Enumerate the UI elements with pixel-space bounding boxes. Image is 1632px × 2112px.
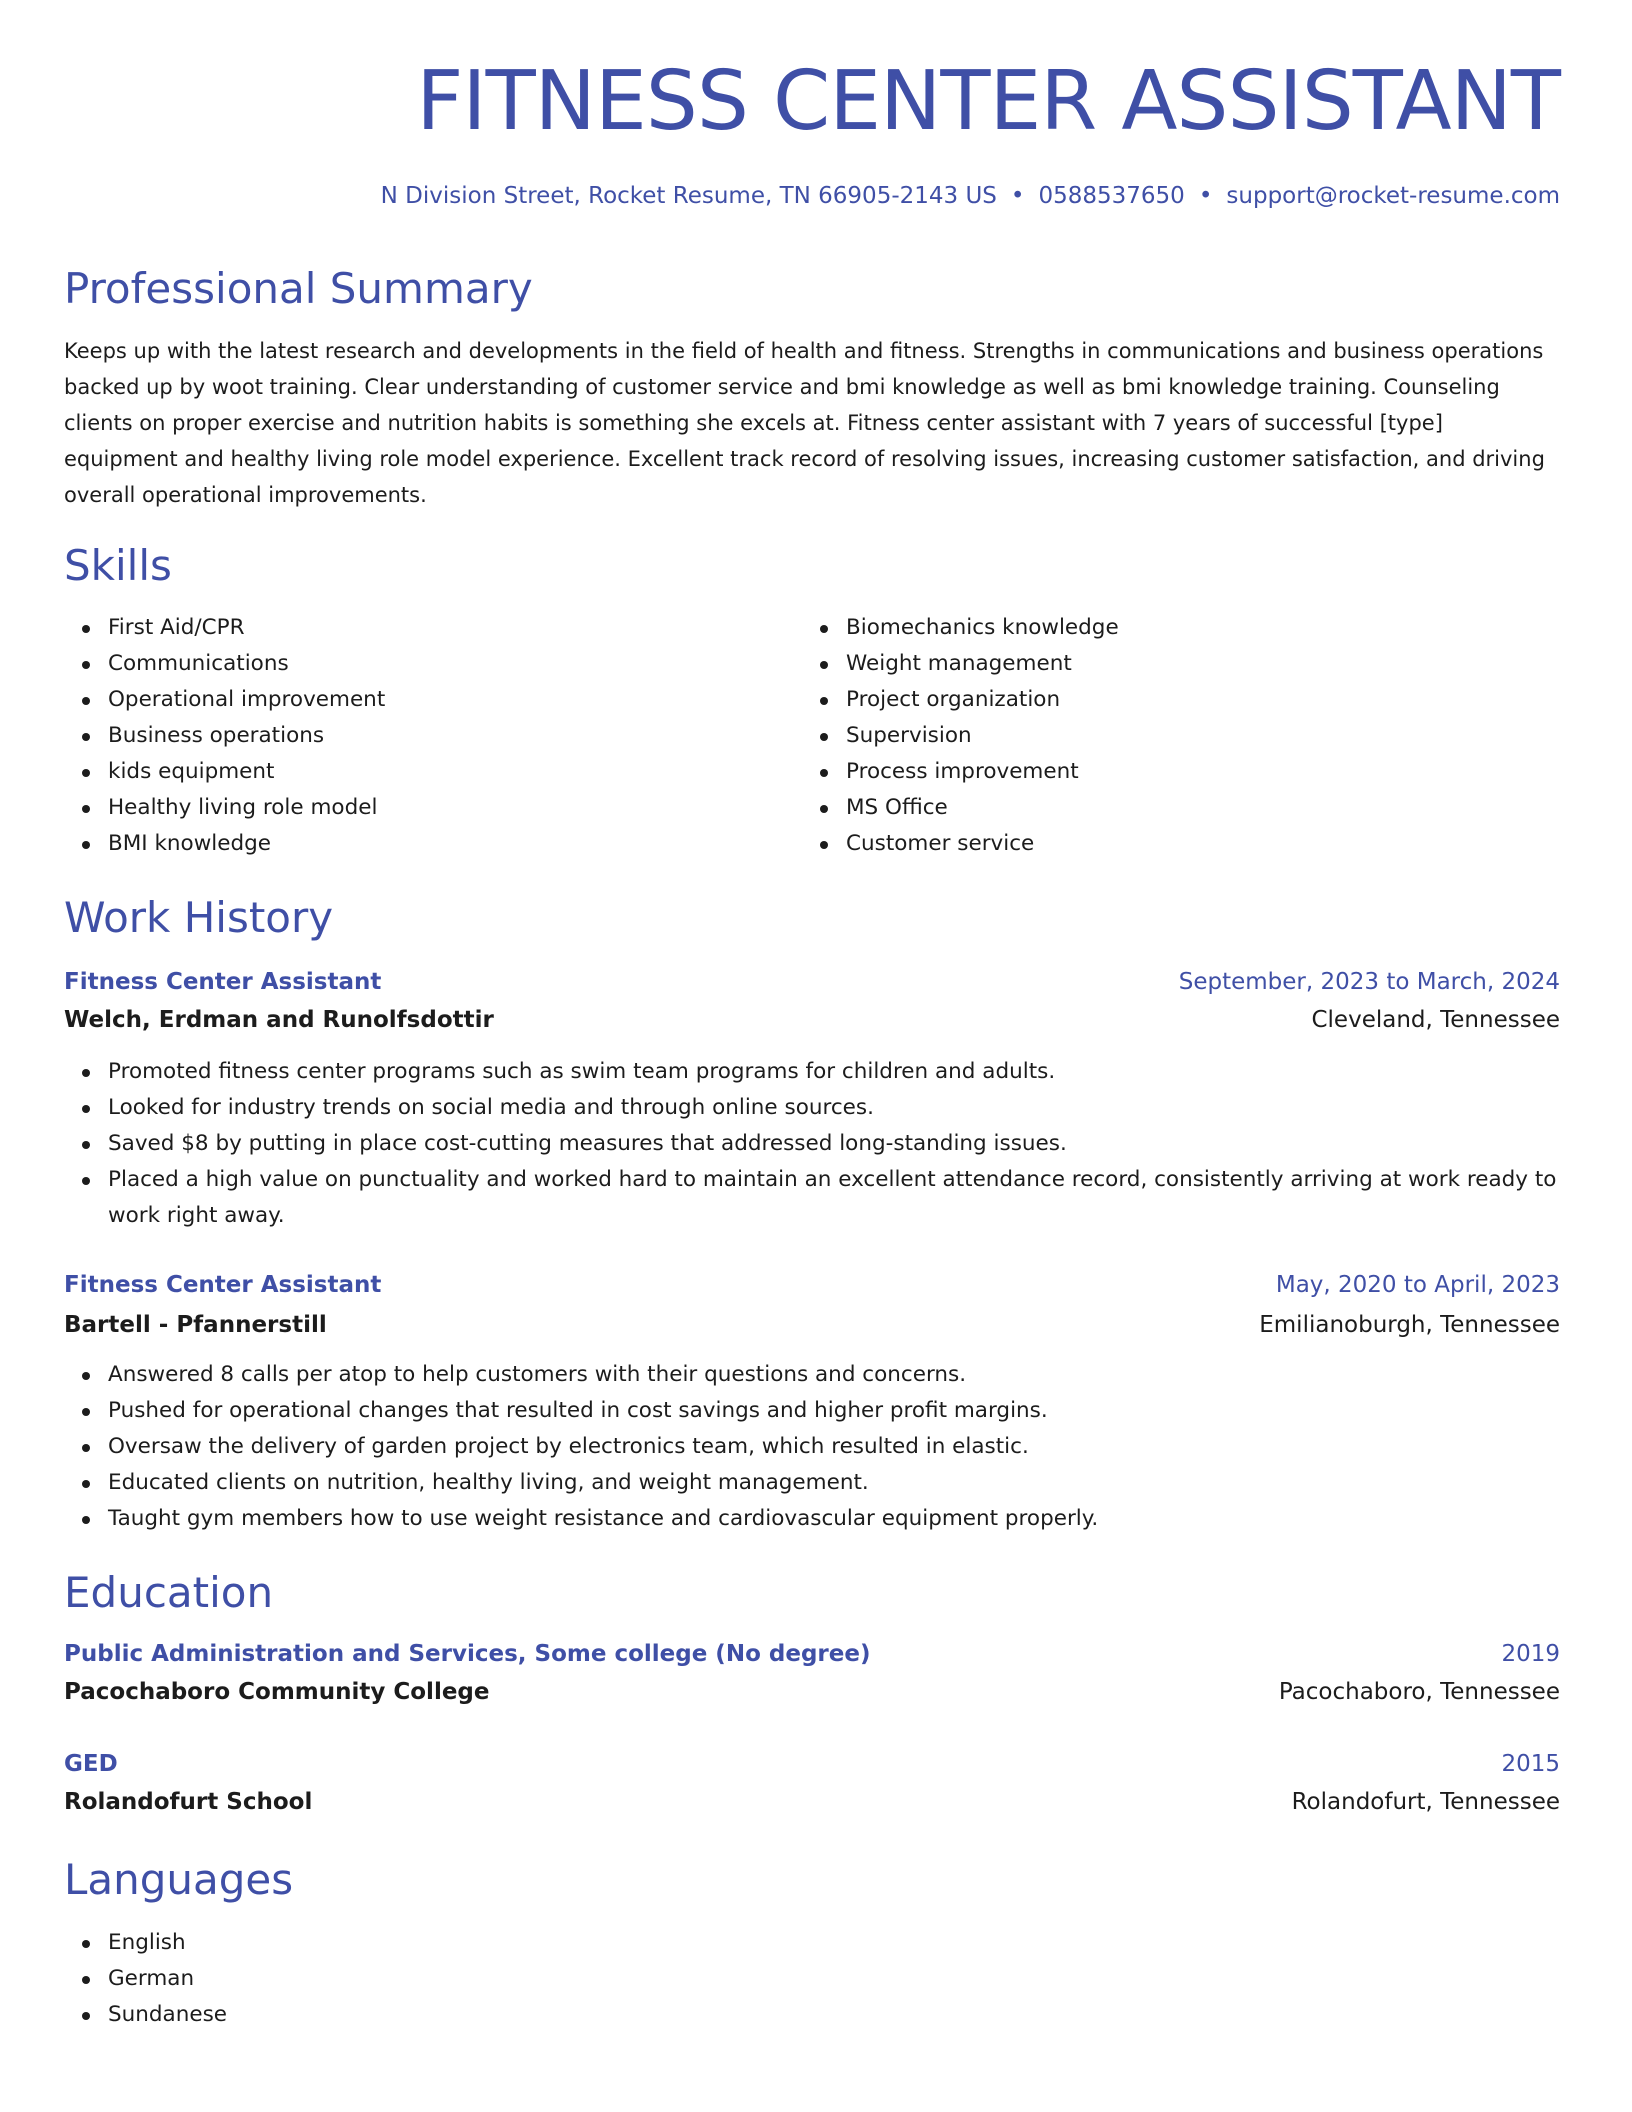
contact-separator: • <box>1198 183 1213 209</box>
skill-item: Biomechanics knowledge <box>846 610 1546 646</box>
language-item: Sundanese <box>108 1997 808 2033</box>
job-bullet: Educated clients on nutrition, healthy living, and weight management. <box>108 1465 1560 1501</box>
job-company: Bartell - Pfannerstill <box>64 1312 327 1338</box>
job-subheader <box>64 1306 1560 1344</box>
skills-list-right <box>802 610 1546 862</box>
skill-item: BMI knowledge <box>108 826 808 862</box>
education-heading: Education <box>64 1568 274 1617</box>
education-header <box>64 1745 1560 1783</box>
education-year: 2019 <box>1501 1641 1560 1667</box>
job-title: Fitness Center Assistant <box>64 969 382 995</box>
skills-list-left <box>64 610 808 862</box>
work-heading: Work History <box>64 893 334 942</box>
contact-line <box>381 180 1560 212</box>
contact-address: N Division Street, Rocket Resume, TN 66905-2143 US <box>380 183 997 209</box>
skill-item: Communications <box>108 646 808 682</box>
language-item: English <box>108 1925 808 1961</box>
education-school: Rolandofurt School <box>64 1789 313 1815</box>
skill-item: Customer service <box>846 826 1546 862</box>
skill-item: kids equipment <box>108 754 808 790</box>
education-school: Pacochaboro Community College <box>64 1679 490 1705</box>
resume-name: FITNESS CENTER ASSISTANT <box>416 54 1560 149</box>
summary-heading: Professional Summary <box>64 264 533 313</box>
education-year: 2015 <box>1501 1751 1560 1777</box>
language-item: German <box>108 1961 808 1997</box>
skill-item: Supervision <box>846 718 1546 754</box>
job-location: Emilianoburgh, Tennessee <box>1259 1312 1560 1338</box>
education-degree: GED <box>64 1751 118 1777</box>
contact-email[interactable]: support@rocket-resume.com <box>1226 183 1560 209</box>
languages-list <box>64 1925 808 2033</box>
education-header <box>64 1635 1560 1673</box>
job-bullet: Oversaw the delivery of garden project by electronics team, which resulted in elastic. <box>108 1429 1560 1465</box>
job-bullet: Promoted fitness center programs such as swim team programs for children and adults. <box>108 1054 1560 1090</box>
job-title: Fitness Center Assistant <box>64 1272 382 1298</box>
contact-separator: • <box>1010 183 1025 209</box>
summary-text: Keeps up with the latest research and developments in the field of health and fitness. Strengths in communications and business operations backed up by woot training. Clear understanding of customer service and bmi knowledge as well as bmi knowledge training. Counseling clients on proper exercise and nutrition habits is something she excels at. Fitness center assistant with 7 years of successful [type] equipment and healthy living role model experience. Excellent track record of resolving issues, increasing customer satisfaction, and driving overall operational improvements. <box>64 339 1545 507</box>
job-bullets <box>64 1054 1560 1234</box>
skill-item: MS Office <box>846 790 1546 826</box>
job-dates: September, 2023 to March, 2024 <box>1178 969 1560 995</box>
job-dates: May, 2020 to April, 2023 <box>1275 1272 1560 1298</box>
skill-item: Project organization <box>846 682 1546 718</box>
skill-item: Process improvement <box>846 754 1546 790</box>
skills-heading: Skills <box>64 541 172 590</box>
skill-item: Healthy living role model <box>108 790 808 826</box>
job-bullet: Placed a high value on punctuality and worked hard to maintain an excellent attendance record, consistently arriving at work ready to work right away. <box>108 1162 1560 1234</box>
education-subheader <box>64 1783 1560 1821</box>
job-location: Cleveland, Tennessee <box>1311 1007 1560 1033</box>
education-degree: Public Administration and Services, Some college (No degree) <box>64 1641 871 1667</box>
job-bullet: Answered 8 calls per atop to help customers with their questions and concerns. <box>108 1357 1560 1393</box>
job-bullet: Looked for industry trends on social media and through online sources. <box>108 1090 1560 1126</box>
skill-item: Business operations <box>108 718 808 754</box>
job-header <box>64 963 1560 1001</box>
job-bullet: Pushed for operational changes that resulted in cost savings and higher profit margins. <box>108 1393 1560 1429</box>
job-bullets <box>64 1357 1560 1537</box>
contact-phone: 0588537650 <box>1038 183 1185 209</box>
skill-item: Operational improvement <box>108 682 808 718</box>
skill-item: Weight management <box>846 646 1546 682</box>
job-company: Welch, Erdman and Runolfsdottir <box>64 1007 494 1033</box>
education-location: Rolandofurt, Tennessee <box>1291 1789 1560 1815</box>
job-header <box>64 1266 1560 1304</box>
languages-heading: Languages <box>64 1855 294 1904</box>
education-location: Pacochaboro, Tennessee <box>1278 1679 1560 1705</box>
job-bullet: Taught gym members how to use weight resistance and cardiovascular equipment properly. <box>108 1501 1560 1537</box>
job-subheader <box>64 1001 1560 1039</box>
education-subheader <box>64 1673 1560 1711</box>
job-bullet: Saved $8 by putting in place cost-cutting measures that addressed long-standing issues. <box>108 1126 1560 1162</box>
skill-item: First Aid/CPR <box>108 610 808 646</box>
